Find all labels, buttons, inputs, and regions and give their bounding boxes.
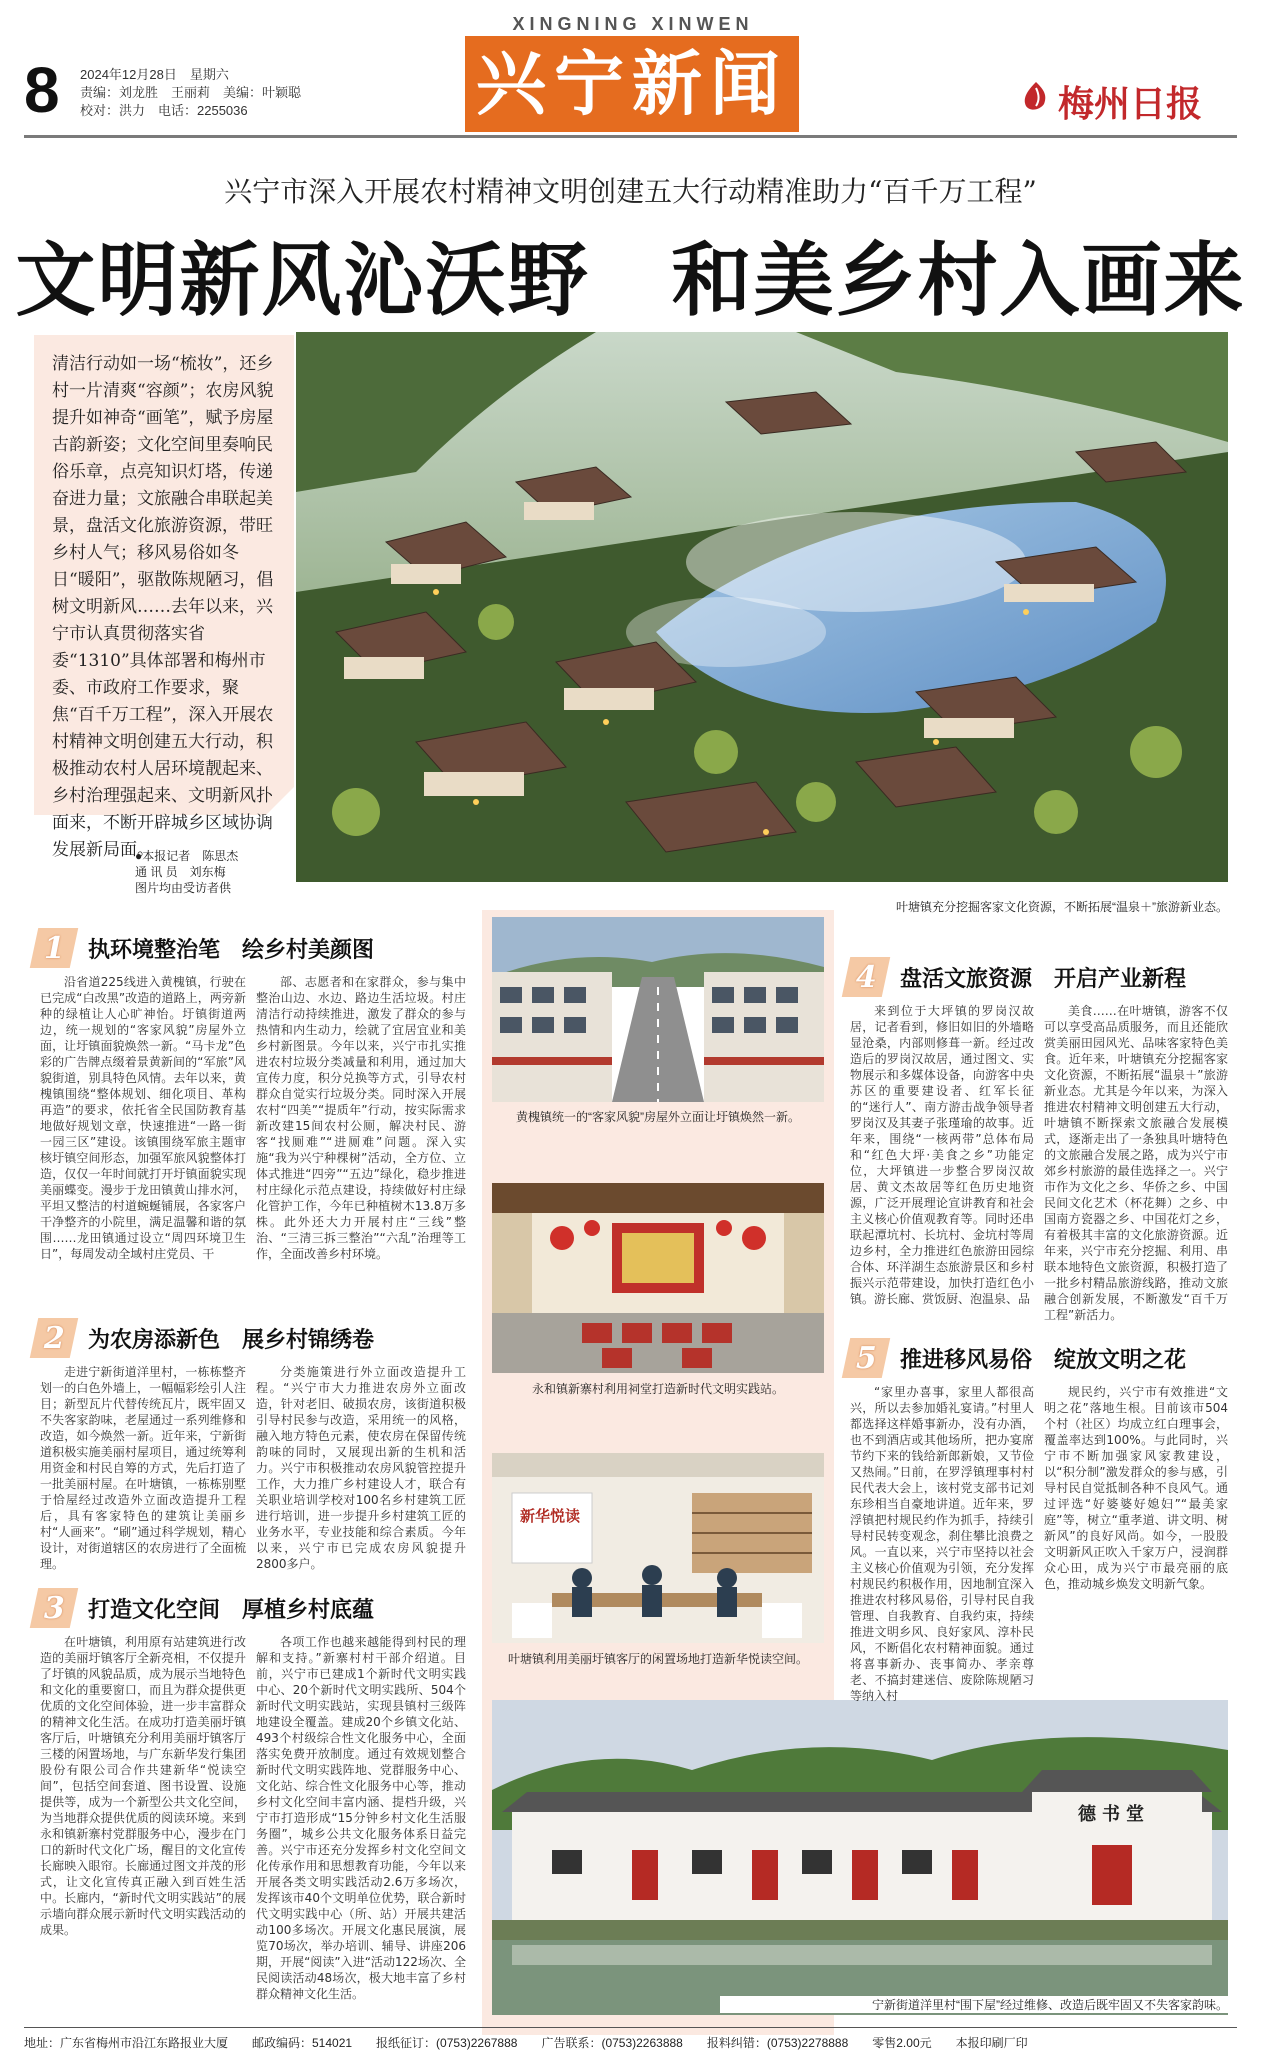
photo-yetang-reading-space bbox=[492, 1453, 824, 1643]
section-number-badge: 2 bbox=[30, 1318, 79, 1358]
section-4-column-a: 来到位于大坪镇的罗岗汉故居，记者看到，修旧如旧的外墙略显沧桑，内部则修葺一新。经过改造后的罗岗汉故居，通过图文、实物展示和多媒体设备，向游客中央苏区的重要建设者、红军长征的“迷行人”、南方游击战争领导者罗岗汉及其妻子张瑾瑜的故事。近年来，围绕“一核两带”总体布局和“红色大坪·美食之乡”功能定位，大坪镇进一步整合罗岗汉故居、黄文杰故居等红色历史地资源，广泛开展理论宣讲教育和社会主义核心价值观教育等。同时还串联起潭坑村、长坑村、金坑村等周边乡村，全力推进红色旅游田园综合体、环洋湖生态旅游景区和乡村振兴示范带建设，加快打造红色小镇。游长廊、赏饭厨、泡温泉、品 bbox=[850, 1004, 1034, 1306]
masthead bbox=[0, 0, 1261, 140]
kicker-headline: 兴宁市深入开展农村精神文明创建五大行动精准助力“百千万工程” bbox=[224, 175, 1037, 208]
section-2-heading bbox=[34, 1318, 374, 1358]
section-4-title: 盘活文旅资源 开启产业新程 bbox=[900, 966, 1187, 992]
section-1-heading bbox=[34, 928, 374, 968]
reading-room-sign: 新华悦读 bbox=[520, 1507, 581, 1525]
byline-correspondent: 通 讯 员 刘东梅 bbox=[135, 865, 226, 879]
section-1-column-a: 沿省道225线进入黄槐镇，行驶在已完成“白改黑”改造的道路上，两旁新种的绿植让人心旷神怡。圩镇街道两边，统一规划的“客家风貌”房屋外立面，让圩镇面貌焕然一新。“马卡龙”色彩的广告牌点缀着景黄新间的“军旅”风貌街道，别具特色风情。去年以来，黄槐镇围绕“整体规划、细化项目、革构再造”的要求，依托省全民国防教育基地做好规划文章，快速推进“一路一街一园三区”建设。该镇围绕军旅主题审核圩镇空间形态，加强军旅风貌整体打造，仅仅一年时间就打开圩镇面貌实现美丽蝶变。漫步于龙田镇黄山排水河，平坦又整洁的村道蜿蜒铺展，各家客户干净整齐的小院里，满足温馨和谐的氛围……龙田镇通过设立“周四环境卫生日”，每周发动全域村庄党员、干 bbox=[40, 975, 246, 1261]
section-1-column-b: 部、志愿者和在家群众，参与集中整治山边、水边、路边生活垃圾。村庄清洁行动持续推进，激发了群众的参与热情和内生动力，绘就了宜居宜业和美乡村新图景。今年以来，兴宁市扎实推进农村垃圾分类减量和利用，通过加大宣传力度，积分兑换等方式，引导农村群众自觉实行垃圾分类。同时深入开展农村“四美”“提质年”行动，按实际需求新改建15间农村公厕，解决村民、游客“找厕难”“进厕难”问题。深入实施“我为兴宁种棵树”活动，全方位、立体式推进“四旁”“五边”绿化，稳步推进村庄绿化示范点建设，持续做好村庄绿化管护工作，今年已种植树木13.8万多株。此外还大力开展村庄“三线”整治、“三清三拆三整治”“六乱”治理等工作，全面改善乡村环境。 bbox=[256, 975, 466, 1261]
section-number-badge: 1 bbox=[30, 928, 79, 968]
section-3-heading bbox=[34, 1588, 374, 1628]
proof-line: 校对：洪力 电话：2255036 bbox=[80, 103, 248, 118]
section-logo bbox=[465, 36, 799, 132]
section-number-badge: 3 bbox=[30, 1588, 79, 1628]
house-plaque: 德书堂 bbox=[1078, 1804, 1150, 1825]
photo-yonghe-ancestral-hall bbox=[492, 1183, 824, 1373]
section-4-heading bbox=[846, 957, 1186, 997]
section-4-column-b: 美食……在叶塘镇，游客不仅可以享受高品质服务，而且还能欣赏美丽田园风光、品味客家特色美食。近年来，叶塘镇充分挖掘客家文化资源，不断拓展“温泉＋”旅游新业态。尤其是今年以来，为深入推进农村精神文明创建五大行动，叶塘镇不断探索文旅融合发展模式，逐渐走出了一条独具叶塘特色的文旅融合发展之路，成为兴宁市郊乡村旅游的最佳选择之一。兴宁市作为文化之乡、华侨之乡、中国民间文化艺术（杯花舞）之乡、中国南方瓷器之乡、中国花灯之乡，有着极其丰富的文化旅游资源。近年来，兴宁市充分挖掘、利用、串联本地特色文旅资源，积极打造了一批乡村精品旅游线路，推动文旅融合创新发展，不断激发“百千万工程”新活力。 bbox=[1044, 1004, 1228, 1322]
section-number-badge: 4 bbox=[842, 957, 891, 997]
section-number-badge: 5 bbox=[842, 1338, 891, 1378]
newspaper-logo: 梅州日报 bbox=[1058, 83, 1203, 125]
section-2-column-b: 分类施策进行外立面改造提升工程。“兴宁市大力推进农房外立面改造，针对老旧、破损农房，该街道积极引导村民参与改造，采用统一的风格，融入地方特色元素，使农房在保留传统韵味的同时，又展现出新的生机和活力。兴宁市积极推动农房风貌管控提升工作，大力推广乡村建设人才，联合有关职业培训学校对100名乡村建筑工匠进行培训，进一步提升乡村建筑工匠的业务水平，专业技能和综合素质。今年以来，兴宁市已完成农房风貌提升2800多户。 bbox=[256, 1365, 466, 1571]
section-5-heading bbox=[846, 1338, 1186, 1378]
byline-reporter: ●本报记者 陈思杰 bbox=[135, 849, 239, 863]
edition-meta bbox=[80, 66, 301, 120]
section-3-column-b: 各项工作也越来越能得到村民的理解和支持。”新寨村村干部介绍道。目前，兴宁市已建成1个新时代文明实践中心、20个新时代文明实践所、504个新时代文明实践站，实现县镇村三级阵地建设全覆盖。建成20个乡镇文化站、493个村级综合性文化服务中心，全面落实免费开放制度。通过有效规划整合新时代文明实践阵地、党群服务中心、文化站、综合性文化服务中心等，推动乡村文化空间丰富内涵、提档升级，兴宁市打造形成“15分钟乡村文化生活服务圈”，城乡公共文化服务体系日益完善。兴宁市还充分发挥乡村文化空间文化传承作用和思想教育功能，今年以来开展各类文明实践活动2.6万多场次，发挥该市40个文明单位优势，联合新时代文明实践中心（所、站）开展共建活动100多场次。开展文化惠民展演，展览70场次，举办培训、辅导、讲座206期，开展“阅读”入进“活动122场次、全民阅读活动48场次，极大地丰富了乡村群众精神文化生活。 bbox=[256, 1635, 466, 2001]
caption-yonghe: 永和镇新寨村利用祠堂打造新时代文明实践站。 bbox=[531, 1382, 784, 1396]
main-photo-caption: 叶塘镇充分挖掘客家文化资源，不断拓展“温泉＋”旅游新业态。 bbox=[896, 900, 1228, 914]
byline bbox=[135, 848, 238, 896]
section-5-column-b: 规民约，兴宁市有效推进“文明之花”落地生根。目前该市504个村（社区）均成立红白理事会，覆盖率达到100%。与此同时，兴宁市不断加强家风家教建设，以“积分制”激发群众的参与感，引导村民自觉抵制各种不良风气。通过评选“好婆婆好媳妇”“最美家庭”等，树立“重孝道、讲文明、树新风”的良好风尚。如今，一股股文明新风正吹入千家万户，浸润群众心田，成为兴宁市最亮丽的底色，推动城乡焕发文明新气象。 bbox=[1044, 1385, 1228, 1591]
section-1-title: 执环境整治笔 绘乡村美颜图 bbox=[88, 937, 375, 963]
caption-yangli: 宁新街道洋里村“围下屋”经过维修、改造后既牢固又不失客家韵味。 bbox=[720, 1996, 1228, 2013]
section-2-title: 为农房添新色 展乡村锦绣卷 bbox=[88, 1327, 375, 1353]
lead-text: 清洁行动如一场“梳妆”，还乡村一片清爽“容颜”；农房风貌提升如神奇“画笔”，赋予房屋古韵新姿；文化空间里奏响民俗乐章，点亮知识灯塔，传递奋进力量；文旅融合串联起美景，盘活文化旅游资源，带旺乡村人气；移风易俗如冬日“暖阳”，驱散陈规陋习，倡树文明新风……去年以来，兴宁市认真贯彻落实省委“1310”具体部署和梅州市委、市政府工作要求，聚焦“百千万工程”，深入开展农村精神文明创建五大行动，积极推动农村人居环境靓起来、乡村治理强起来、文明新风扑面来，不断开辟城乡区域协调发展新局面。 bbox=[52, 354, 274, 860]
caption-huanghuai: 黄槐镇统一的“客家风貌”房屋外立面让圩镇焕然一新。 bbox=[516, 1110, 800, 1124]
editors-line: 责编：刘龙胜 王丽莉 美编：叶颖聪 bbox=[80, 85, 302, 100]
photo-huanghuai-street bbox=[492, 917, 824, 1102]
section-pinyin: XINGNING XINWEN bbox=[512, 14, 754, 34]
caption-yetang-reading: 叶塘镇利用美丽圩镇客厅的闲置场地打造新华悦读空间。 bbox=[507, 1652, 808, 1666]
section-3-title: 打造文化空间 厚植乡村底蕴 bbox=[88, 1597, 375, 1623]
section-5-column-a: “家里办喜事，家里人都很高兴，所以去参加婚礼宴请。”村里人都选择这样婚事新办，没有办酒，也不到酒店或其他场所，把办宴席节约下来的钱给新郎新娘，又节俭又热闹。”日前，在罗浮镇理事村村民代表大会上，该村党支部书记刘东珍相当自豪地讲道。近年来，罗浮镇把村规民约作为抓手，持续引导村民转变观念，刹住攀比浪费之风。一直以来，兴宁市坚持以社会主义核心价值观为引领，充分发挥村规民约积极作用，因地制宜深入推进农村移风易俗，引导村民自我管理、自我教育、自我约束，持续推进文明乡风、良好家风、淳朴民风，不断倡化农村精神面貌。通过将喜事新办、丧事简办、孝亲尊老、不搞封建迷信、废除陈规陋习等纳入村 bbox=[850, 1385, 1034, 1703]
main-headline: 文明新风沁沃野 和美乡村入画来 bbox=[15, 233, 1246, 327]
section-name: 兴宁新闻 bbox=[476, 43, 788, 125]
byline-photo-credit: 图片均由受访者供 bbox=[135, 881, 232, 895]
footer-divider bbox=[24, 2027, 1237, 2028]
date-line: 2024年12月28日 星期六 bbox=[80, 67, 229, 82]
footer-info: 地址：广东省梅州市沿江东路报业大厦 邮政编码：514021 报纸征订：(0753)2267888 广告联系：(0753)2263888 报料纠错：(0753)2278888 零售2.00元 本报印刷厂印 bbox=[24, 2036, 1028, 2050]
main-photo-hot-spring-village bbox=[296, 332, 1228, 882]
section-3-column-a: 在叶塘镇，利用原有站建筑进行改造的美丽圩镇客厅全新亮相，不仅提升了圩镇的风貌品质，成为展示当地特色和文化的重要窗口，而且为群众提供更优质的文化空间体验，进一步丰富群众的精神文化生活。在成功打造美丽圩镇客厅后，叶塘镇充分利用美丽圩镇客厅三楼的闲置场地，与广东新华发行集团股份有限公司合作共建新华“悦读空间”，包括空间套道、图书设置、设施提供等，成为一个新型公共文化空间，为当地群众提供优质的阅读环境。来到永和镇新寨村党群服务中心，漫步在门口的新时代文化广场，醒目的文化宣传长廊映入眼帘。长廊通过图文并茂的形式，让文化宣传真正融入到百姓生活中。长廊内，“新时代文明实践站”的展示墙向群众展示新时代文明实践活动的成果。 bbox=[40, 1635, 246, 1937]
page-number: 8 bbox=[24, 54, 60, 126]
masthead-divider bbox=[24, 135, 1237, 138]
plum-flower-icon bbox=[1020, 80, 1052, 114]
section-2-column-a: 走进宁新街道洋里村，一栋栋整齐划一的白色外墙上，一幅幅彩绘引人注目；新型瓦片代替传统瓦片，既牢固又不失客家韵味，老屋通过一系列维修和改造，如今焕然一新。近年来，宁新街道积极实施美丽村屋项目，通过统筹利用资金和村民自筹的方式，先后打造了一批美丽村屋。在叶塘镇，一栋栋别墅于恰屋经过改造外立面改造提升工程后，具有客家特色的建筑让美丽乡村“人画来”。“刷”通过科学规划，精心设计，对街道辖区的农房进行了全面梳理。 bbox=[40, 1365, 246, 1571]
photo-yangli-hakka-house bbox=[492, 1700, 1228, 2015]
section-5-title: 推进移风易俗 绽放文明之花 bbox=[900, 1347, 1187, 1373]
